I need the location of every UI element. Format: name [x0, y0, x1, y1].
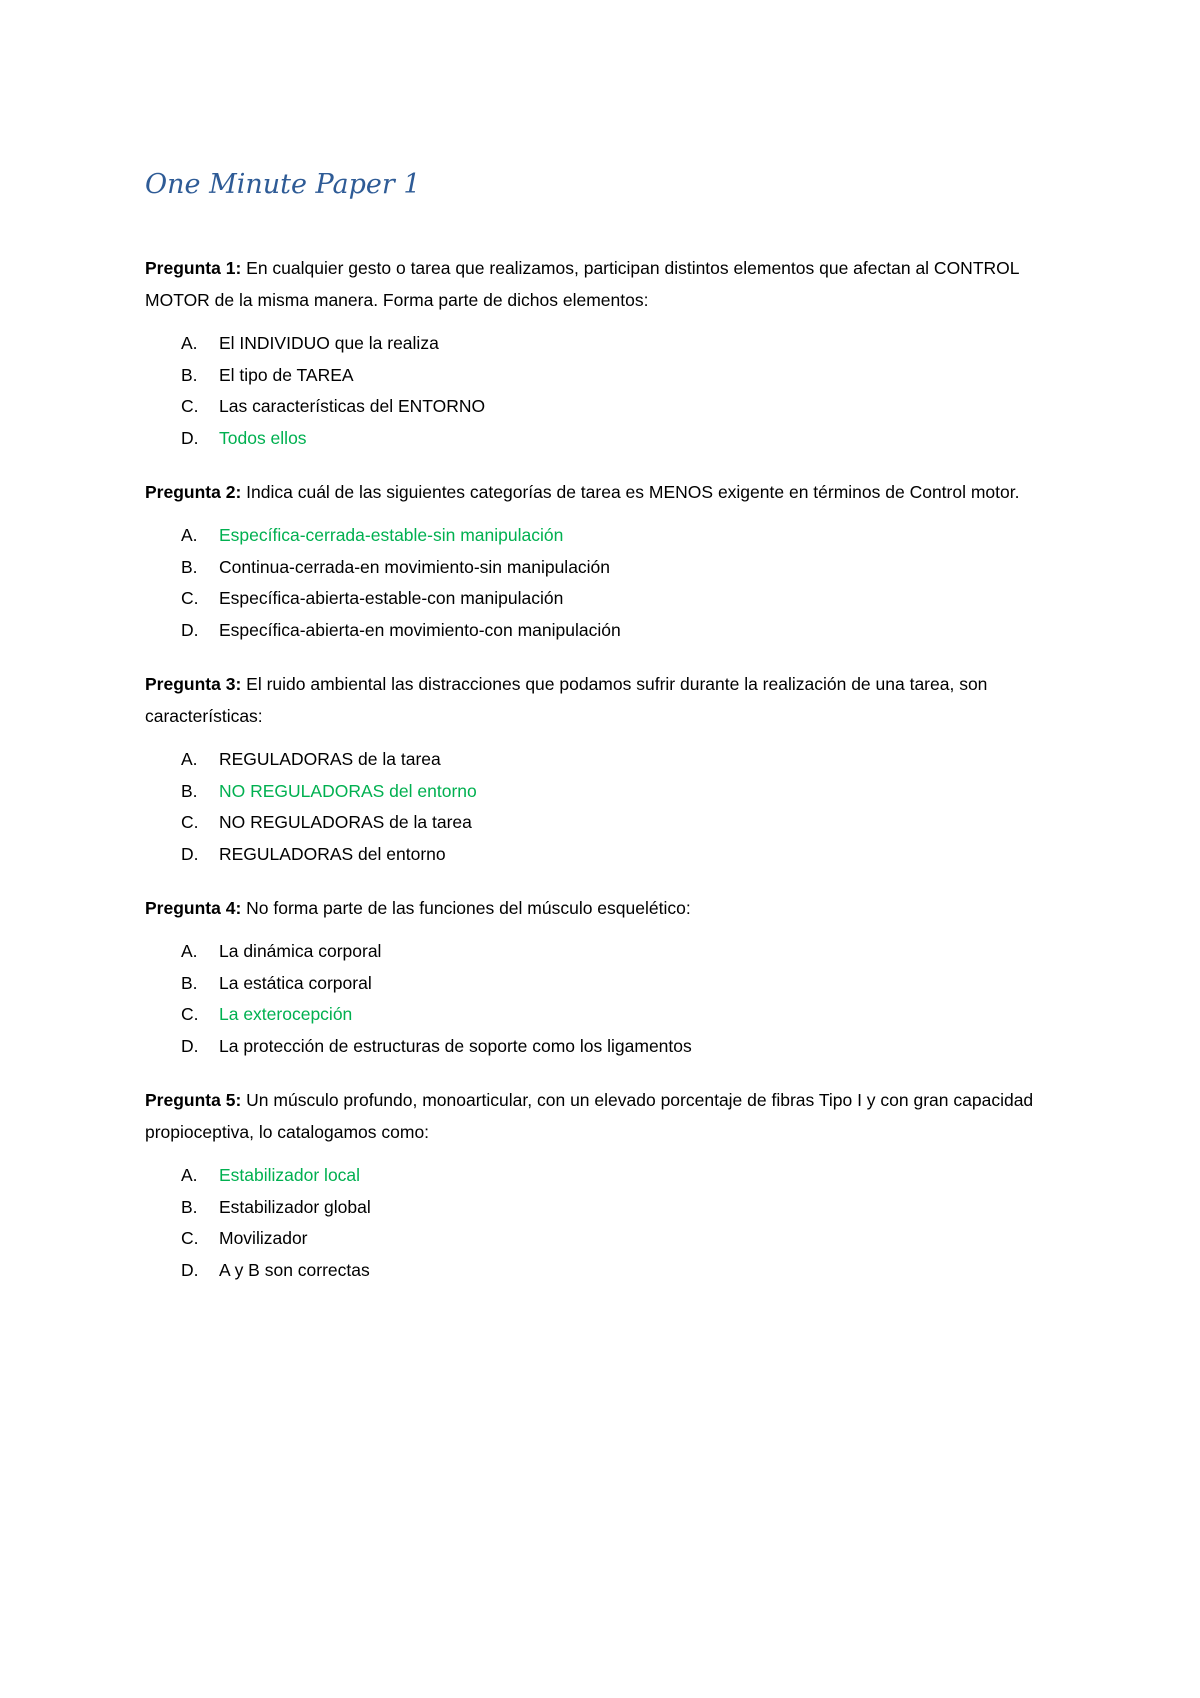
- option-text: Todos ellos: [219, 427, 307, 448]
- option-letter: D.: [181, 843, 199, 864]
- question-label: Pregunta 2:: [145, 482, 242, 502]
- option-item: [145, 776, 1065, 808]
- option-text: A y B son correctas: [219, 1259, 370, 1280]
- option-letter: D.: [181, 1259, 199, 1280]
- question-body: Indica cuál de las siguientes categorías de tarea es MENOS exigente en términos de Control motor.: [246, 482, 1020, 502]
- question-label: Pregunta 5:: [145, 1090, 242, 1110]
- option-item: [145, 968, 1065, 1000]
- option-item: [145, 1192, 1065, 1224]
- option-letter: C.: [181, 1228, 199, 1248]
- option-letter: C.: [181, 1004, 199, 1024]
- question-label: Pregunta 1:: [145, 258, 242, 278]
- question-text: [145, 1084, 1065, 1148]
- option-item: [145, 552, 1065, 584]
- option-item: [145, 1031, 1065, 1063]
- question-body: El ruido ambiental las distracciones que podamos sufrir durante la realización de una tarea, son características:: [145, 674, 988, 726]
- question-3: [145, 668, 1065, 870]
- option-item: [145, 1255, 1065, 1287]
- option-item: [145, 839, 1065, 871]
- option-item: [145, 423, 1065, 455]
- option-letter: B.: [181, 1196, 198, 1217]
- option-letter: A.: [181, 333, 198, 353]
- option-letter: C.: [181, 812, 199, 832]
- question-5: [145, 1084, 1065, 1286]
- question-label: Pregunta 3:: [145, 674, 242, 694]
- question-1: [145, 252, 1065, 454]
- question-text: [145, 892, 1065, 924]
- option-letter: D.: [181, 619, 199, 640]
- option-item: [145, 391, 1065, 423]
- question-body: No forma parte de las funciones del músculo esquelético:: [246, 898, 691, 918]
- option-item: [145, 615, 1065, 647]
- option-text: La exterocepción: [219, 1004, 353, 1024]
- question-text: [145, 476, 1065, 508]
- option-list: [145, 1160, 1065, 1286]
- option-list: [145, 744, 1065, 870]
- option-text: REGULADORAS de la tarea: [219, 749, 441, 769]
- question-text: [145, 668, 1065, 732]
- option-letter: A.: [181, 1165, 198, 1185]
- question-body: Un músculo profundo, monoarticular, con un elevado porcentaje de fibras Tipo I y con gran capacidad propioceptiva, lo catalogamos como:: [145, 1090, 1034, 1142]
- option-item: [145, 1223, 1065, 1255]
- option-letter: B.: [181, 972, 198, 993]
- option-text: La estática corporal: [219, 972, 372, 993]
- option-item: [145, 360, 1065, 392]
- option-text: El tipo de TAREA: [219, 364, 354, 385]
- option-letter: C.: [181, 396, 199, 416]
- option-letter: A.: [181, 749, 198, 769]
- option-text: NO REGULADORAS del entorno: [219, 780, 477, 801]
- option-text: Específica-abierta-en movimiento-con manipulación: [219, 619, 621, 640]
- option-item: [145, 744, 1065, 776]
- option-list: [145, 520, 1065, 646]
- option-item: [145, 583, 1065, 615]
- option-letter: A.: [181, 525, 198, 545]
- option-item: [145, 807, 1065, 839]
- question-text: [145, 252, 1065, 316]
- option-text: Movilizador: [219, 1228, 308, 1248]
- question-label: Pregunta 4:: [145, 898, 242, 918]
- document-title: One Minute Paper 1: [145, 169, 421, 200]
- option-item: [145, 999, 1065, 1031]
- option-text: La protección de estructuras de soporte como los ligamentos: [219, 1035, 692, 1056]
- question-4: [145, 892, 1065, 1062]
- option-text: NO REGULADORAS de la tarea: [219, 812, 472, 832]
- option-text: REGULADORAS del entorno: [219, 843, 446, 864]
- option-letter: D.: [181, 1035, 199, 1056]
- option-item: [145, 1160, 1065, 1192]
- option-text: Las características del ENTORNO: [219, 396, 486, 416]
- option-text: Estabilizador local: [219, 1165, 361, 1185]
- question-2: [145, 476, 1065, 646]
- option-letter: B.: [181, 780, 198, 801]
- option-list: [145, 328, 1065, 454]
- option-text: Estabilizador global: [219, 1196, 371, 1217]
- option-item: [145, 936, 1065, 968]
- question-body: En cualquier gesto o tarea que realizamos, participan distintos elementos que afectan al CONTROL MOTOR de la misma manera. Forma parte de dichos elementos:: [145, 258, 1019, 310]
- option-letter: A.: [181, 941, 198, 961]
- option-text: La dinámica corporal: [219, 941, 382, 961]
- option-letter: B.: [181, 556, 198, 577]
- option-letter: D.: [181, 427, 199, 448]
- option-letter: B.: [181, 364, 198, 385]
- option-item: [145, 520, 1065, 552]
- option-list: [145, 936, 1065, 1062]
- option-letter: C.: [181, 588, 199, 608]
- option-text: Específica-cerrada-estable-sin manipulación: [219, 525, 564, 545]
- option-text: El INDIVIDUO que la realiza: [219, 333, 439, 353]
- option-item: [145, 328, 1065, 360]
- option-text: Específica-abierta-estable-con manipulación: [219, 588, 564, 608]
- option-text: Continua-cerrada-en movimiento-sin manipulación: [219, 556, 611, 577]
- document-page: [145, 168, 1065, 1308]
